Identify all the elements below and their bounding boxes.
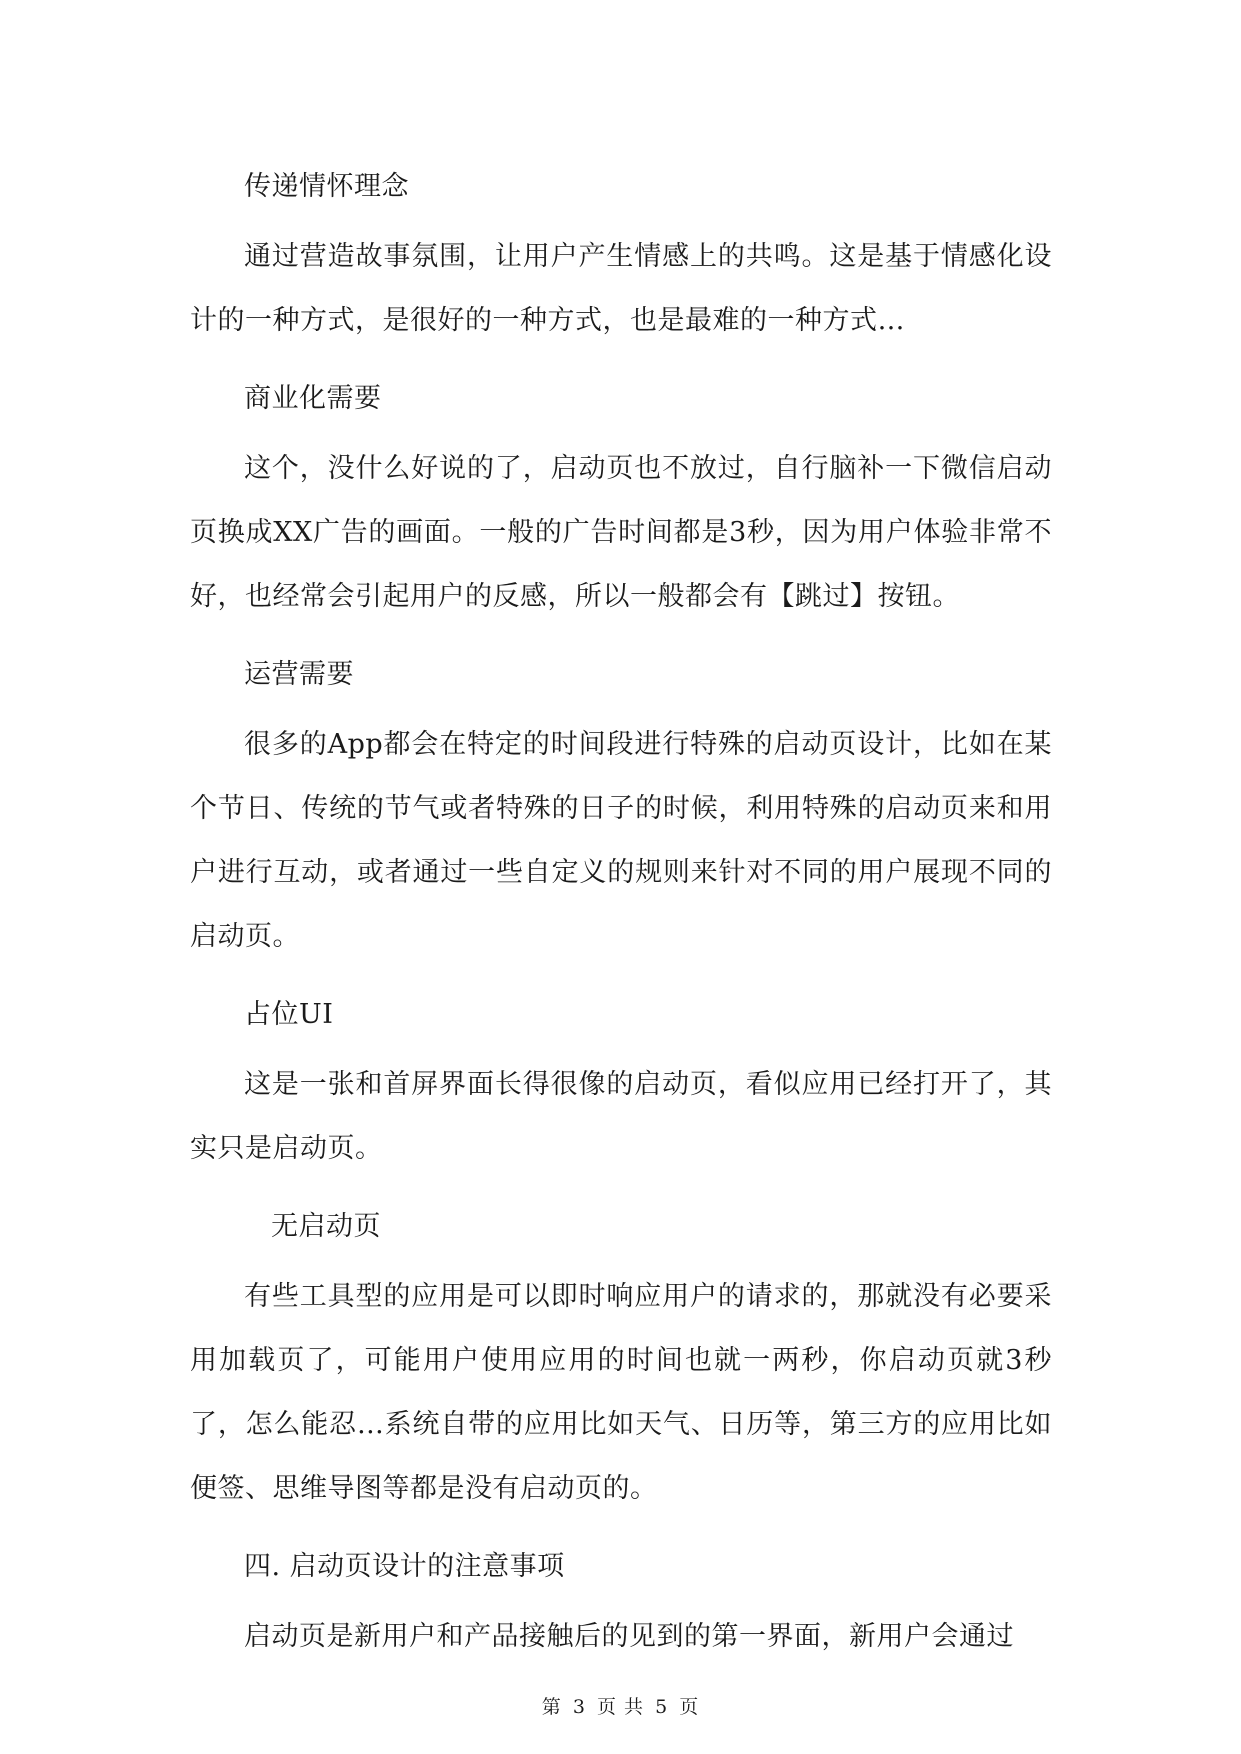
footer-middle: 页 共 xyxy=(596,1696,645,1718)
page-content xyxy=(190,155,1052,1683)
section-heading: 占位UI xyxy=(244,999,334,1030)
current-page-number: 3 xyxy=(572,1696,586,1718)
body-paragraph: 这是一张和首屏界面长得很像的启动页，看似应用已经打开了，其实只是启动页。 xyxy=(190,1069,1052,1164)
section-heading: 运营需要 xyxy=(244,659,354,690)
page-footer xyxy=(0,1692,1241,1719)
body-paragraph: 很多的App都会在特定的时间段进行特殊的启动页设计，比如在某个节日、传统的节气或者特殊的日子的时候，利用特殊的启动页来和用户进行互动，或者通过一些自定义的规则来针对不同的用户展现不同的启动页。 xyxy=(190,729,1052,952)
total-page-number: 5 xyxy=(655,1696,669,1718)
body-paragraph: 这个，没什么好说的了，启动页也不放过，自行脑补一下微信启动页换成XX广告的画面。一般的广告时间都是3秒，因为用户体验非常不好，也经常会引起用户的反感，所以一般都会有【跳过】按钮。 xyxy=(190,453,1052,612)
body-paragraph: 启动页是新用户和产品接触后的见到的第一界面，新用户会通过 xyxy=(244,1621,1014,1652)
footer-prefix: 第 xyxy=(541,1696,562,1718)
section-heading: 传递情怀理念 xyxy=(244,171,409,202)
body-paragraph: 有些工具型的应用是可以即时响应用户的请求的，那就没有必要采用加载页了，可能用户使用应用的时间也就一两秒，你启动页就3秒了，怎么能忍…系统自带的应用比如天气、日历等，第三方的应用比如便签、思维导图等都是没有启动页的。 xyxy=(190,1281,1052,1504)
section-heading: 无启动页 xyxy=(271,1211,381,1242)
section-heading: 商业化需要 xyxy=(244,383,382,414)
body-paragraph: 通过营造故事氛围，让用户产生情感上的共鸣。这是基于情感化设计的一种方式，是很好的一种方式，也是最难的一种方式… xyxy=(190,241,1052,336)
section-heading: 四. 启动页设计的注意事项 xyxy=(244,1551,565,1582)
footer-suffix: 页 xyxy=(679,1696,700,1718)
